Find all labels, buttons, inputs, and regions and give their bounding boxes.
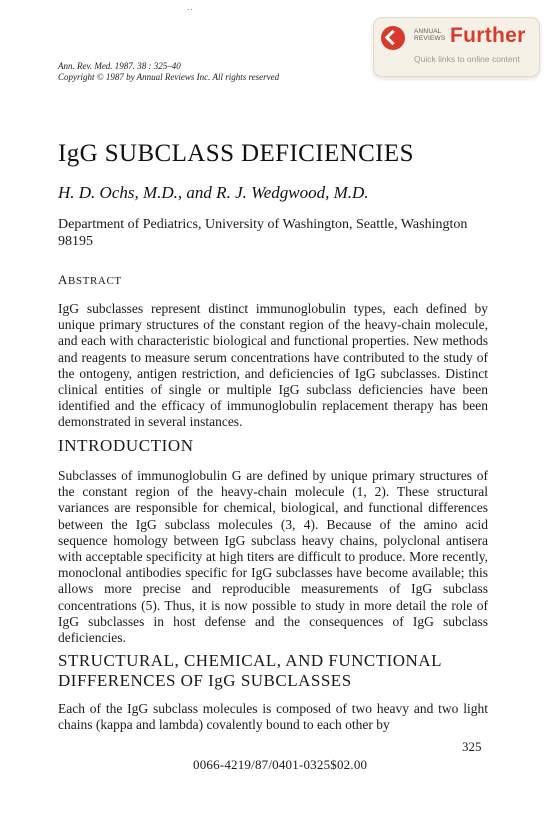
reviews-label: REVIEWS <box>414 35 446 42</box>
structural-heading-line: DIFFERENCES OF IgG SUBCLASSES <box>58 671 352 690</box>
abstract-heading <box>58 272 122 288</box>
article-authors: H. D. Ochs, M.D., and R. J. Wedgwood, M.D. <box>58 183 369 202</box>
article-title: IgG SUBCLASS DEFICIENCIES <box>58 140 414 167</box>
introduction-heading: INTRODUCTION <box>58 436 194 455</box>
annual-label: ANNUAL <box>414 28 442 35</box>
top-mark: .. <box>187 2 194 12</box>
structural-text: Each of the IgG subclass molecules is composed of two heavy and two light chains (kappa and lambda) covalently bound to each other by <box>58 701 488 733</box>
copyright-line: Copyright © 1987 by Annual Reviews Inc. All rights reserved <box>58 72 280 82</box>
journal-citation <box>58 61 358 83</box>
quick-links-text: Quick links to online content <box>414 54 520 64</box>
introduction-text: Subclasses of immunoglobulin G are defined by unique primary structures of the constant region of the heavy-chain molecule (1, 2). These structural variances are responsible for chemical, biological, and functional differences between the IgG subclass molecules (3, 4). Because of the amino acid sequence homology between IgG subclass heavy chains, polyclonal antisera with acceptable specificity at high titers are difficult to produce. More recently, monoclonal antibodies specific for IgG subclasses have become available; this allows more precise and reproducible measurements of IgG subclass concentrations (5). Thus, it is now possible to study in more detail the role of IgG subclasses in host defense and the consequences of IgG subclass deficiencies. <box>58 468 488 646</box>
further-label: Further <box>450 24 526 47</box>
structural-heading-line: STRUCTURAL, CHEMICAL, AND FUNCTIONAL <box>58 651 442 670</box>
structural-heading <box>58 651 498 691</box>
page-number: 325 <box>462 739 482 754</box>
annual-reviews-logo-icon <box>381 26 405 50</box>
further-badge[interactable] <box>373 17 540 77</box>
abstract-heading-initial: A <box>58 272 68 287</box>
footer-code: 0066-4219/87/0401-0325$02.00 <box>193 757 368 772</box>
abstract-text: IgG subclasses represent distinct immunoglobulin types, each defined by unique primary structures of the constant region of the heavy-chain molecule, and each with characteristic biological and functional properties. New methods and reagents to measure serum concentrations have contributed to the study of the ontogeny, antigen restriction, and deficiencies of IgG subclasses. Distinct clinical entities of single or multiple IgG subclass deficiencies have been identified and the efficacy of immunoglobulin replacement therapy has been demonstrated in several instances. <box>58 301 488 430</box>
annual-reviews-wordmark <box>414 28 445 42</box>
abstract-heading-rest: BSTRACT <box>68 275 122 287</box>
author-affiliation: Department of Pediatrics, University of Washington, Seattle, Washington 98195 <box>58 217 468 249</box>
journal-citation-line: Ann. Rev. Med. 1987. 38 : 325–40 <box>58 61 181 71</box>
